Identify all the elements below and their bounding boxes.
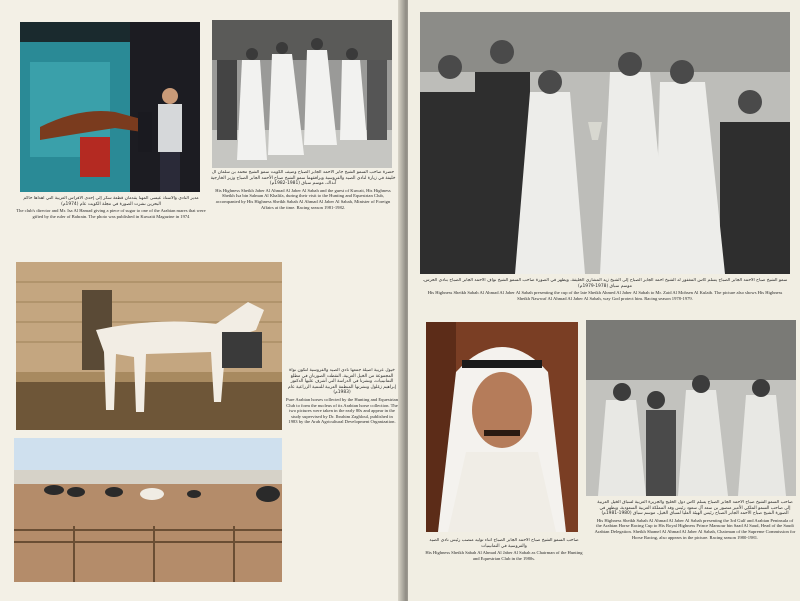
caption-chairman	[424, 538, 584, 582]
white-horse-image	[16, 262, 282, 430]
photo-stable-horse	[20, 22, 200, 192]
chairman-portrait-image	[426, 322, 578, 532]
photo-paddock-horses	[14, 438, 282, 582]
caption-english: His Highness Sheikh Jaber Al Ahmad Al Jaber Al Sabah and the guest of Kuwait, His Highness Sheikh Isa bin Salman Al Khalifa, during their visit to the Hunting and Equestrian Club, accompanied by His Highness Sheikh Sabah Al Ahmad Al Jaber Al Sabah, Minister of Foreign Affairs at the time. Racing season 1981-1982.	[215, 187, 391, 210]
caption-english: Pure Arabian horses collected by the Hunting and Equestrian Club to form the nucleus of its Arabian horse collection. The two pictures were taken in the early 80s and appear in the study supervised by Dr. Ibrahim Zaghloul, published in 1983 by the Arab Agricultural Development Organization.	[286, 396, 398, 425]
gold-cup-image	[586, 320, 796, 496]
caption-pure-arabian	[286, 368, 398, 518]
photo-chairman-portrait	[426, 322, 578, 532]
caption-arabic: سمو الشيخ صباح الأحمد الجابر الصباح يسلم كأس المغفور له الشيخ أحمد الجابر الصباح إلى الشيخ زيد المشاري الخليفة، ويظهر في الصورة صاحب السمو الشيخ نواف الأحمد الجابر الصباح بنادي الحرس، موسم سباق (1978-1979م)	[422, 278, 788, 289]
caption-sheikh-guest	[210, 170, 396, 250]
caption-gold-cup	[594, 500, 796, 596]
caption-arabic: صاحب السمو الشيخ صباح الأحمد الجابر الصباح أثناء توليه منصب رئيس نادي الصيد والفروسية في الثمانينيات	[429, 538, 579, 549]
sheikh-visit-image	[212, 20, 392, 168]
caption-cup-presentation	[422, 278, 788, 318]
caption-arabic: خيول عربية أصيلة جمعها نادي الصيد والفروسية لتكون نواة المجموعة من الخيل العربية، التقطت الصورتان في مطلع الثمانينيات، ونشرتا في الدراسة التي أشرف عليها الدكتور إبراهيم زغلول ونشرتها المنظمة العربية للتنمية الزراعية عام (1983م)	[288, 368, 396, 396]
caption-english: The club's director and Mr. Isa Al Hamad giving a piece of sugar to one of the Arabian mares that were gifted by the ruler of Bahrain. The photo was published in Kuwaiti Magazine in 1974	[16, 208, 206, 219]
caption-arabic: صاحب السمو الشيخ صباح الأحمد الجابر الصباح يسلم كأس دول الخليج والجزيرة العربية لسباق الخيل العربية إلى صاحب السمو الملكي الأمير منصور بن سعد آل سعود رئيس وفد المملكة العربية السعودية، ويظهر في الصورة الشيخ صباح الأحمد الجابر الصباح رئيس الهيئة العليا لسباق الخيل، موسم سباق (1980-1981م)	[597, 500, 793, 517]
right-page	[408, 0, 800, 601]
photo-cup-presentation	[420, 12, 790, 274]
caption-stable-sugar	[16, 196, 206, 260]
photo-white-horse	[16, 262, 282, 430]
photo-sheikh-visit	[212, 20, 392, 168]
cup-presentation-image	[420, 12, 790, 274]
paddock-horses-image	[14, 438, 282, 582]
caption-english: His Highness Sheikh Sabah Al Ahmad Al Jaber Al Sabah as Chairman of the Hunting and Equestrian Club in the 1980s.	[425, 550, 583, 561]
caption-arabic: مدير النادي والأستاذ عيسى المهنا يقدمان قطعة سكر إلى إحدى الأفراس العربية التي أهداها حاكم البحرين نشرت الصورة في مجلة الكويت عام (1974م)	[23, 196, 199, 207]
caption-arabic: حضرة صاحب السمو الشيخ جابر الأحمد الجابر الصباح وضيف الكويت سمو الشيخ محمد بن سلمان آل خليفة في زيارة لنادي الصيد والفروسية ويرافقهما سمو الشيخ صباح الأحمد الجابر الصباح وزير الخارجية آنذاك، موسم سباق (1981-1982م)	[210, 170, 396, 187]
stable-horse-image	[20, 22, 200, 192]
caption-english: His Highness Sheikh Sabah Al Ahmad Al Jaber Al Sabah presenting the cup of the late Sheikh Ahmed Al Jaber Al Sabah to Mr. Zaid Al Mohsen Al Kulaib. The picture also shows His Highness Sheikh Nawwaf Al Ahmad Al Jaber Al Sabah, way God protect him. Racing season 1978-1979.	[427, 290, 783, 301]
caption-english: His Highness Sheikh Sabah Al Ahmad Al Jaber Al Sabah presenting the 3rd Gulf and Arabian Peninsula of the Arabian Horse Racing Cup to His Royal Highness Prince Mansour bin Saad Al Saud, Head of the Saudi Arabian Delegation. Sheikh Shamel Al Ahmad Al Jaber Al Sabah, Chairman of the Supreme Commission for Horse Racing, also appears in the picture. Racing season 1980-1981.	[594, 517, 796, 540]
photo-gold-cup	[586, 320, 796, 496]
